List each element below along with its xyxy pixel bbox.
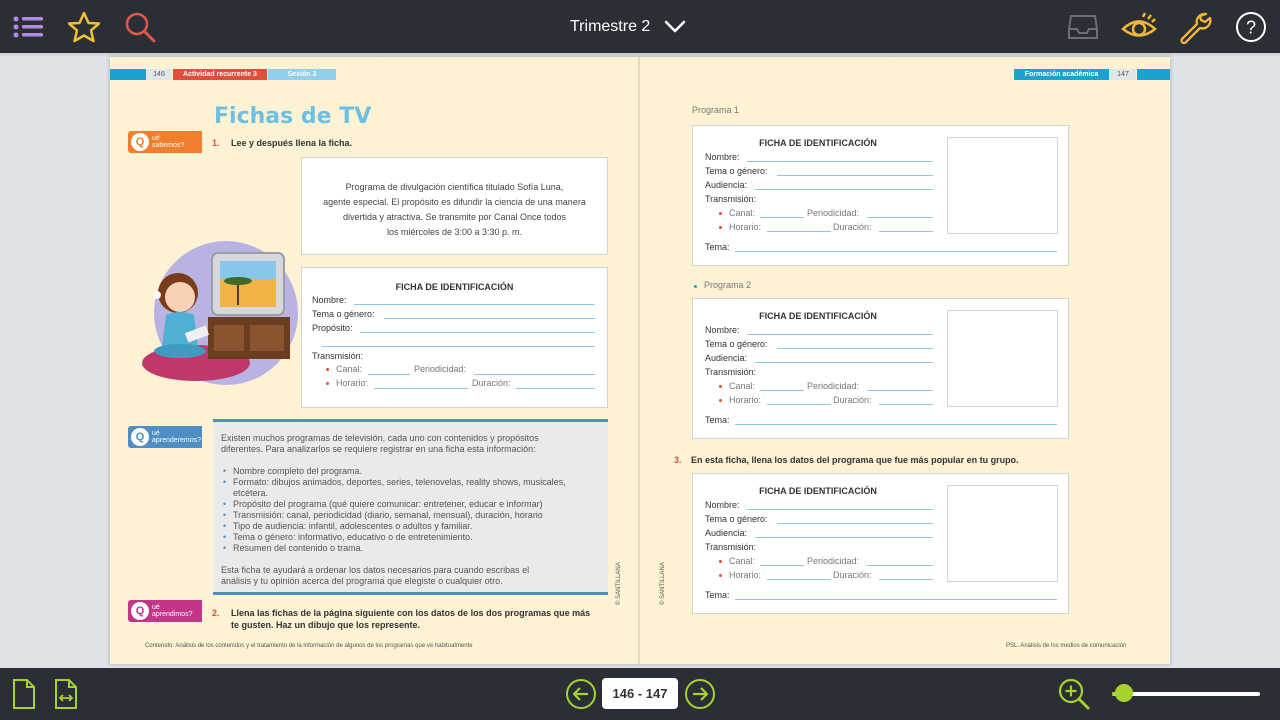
bullet [719, 226, 722, 229]
card-title: FICHA DE IDENTIFICACIÓN [759, 486, 877, 496]
nombre-label: Nombre: [705, 325, 740, 335]
book-spread [110, 57, 1170, 664]
page-146 [110, 57, 638, 664]
canal-field[interactable] [760, 565, 804, 566]
tema-field[interactable] [777, 348, 933, 349]
duracion-label: Duración: [833, 222, 872, 232]
header-strip [110, 69, 146, 80]
program-description [301, 157, 608, 255]
horario-label: Horario: [729, 570, 762, 580]
page-number: 147 [1110, 69, 1136, 80]
activity-tag: Actividad recurrente 3 [173, 69, 267, 80]
identification-card-program-1 [692, 125, 1069, 266]
inbox-icon[interactable] [1064, 8, 1102, 46]
horario-field[interactable] [767, 579, 831, 580]
info-item: • Tema o género: informativo, educativo o de entretenimiento. [233, 532, 473, 543]
badge-q: Q [131, 428, 149, 446]
menu-icon[interactable] [9, 8, 47, 46]
next-page-icon[interactable] [681, 675, 719, 713]
step-1-text: Lee y después llena la ficha. [231, 138, 353, 148]
canal-label: Canal: [729, 208, 756, 218]
tema-final-field[interactable] [735, 251, 1057, 252]
description-line: agente especial. El propósito es difundir la ciencia de una manera [323, 197, 586, 207]
tema-label: Tema o género: [705, 339, 768, 349]
badge-text-1: ué [152, 135, 160, 142]
badge-text [152, 430, 201, 444]
info-item: • Formato: dibujos animados, deportes, series, telenovelas, reality shows, musicales, [233, 477, 566, 488]
section-tag: Formación académica [1014, 69, 1109, 80]
nombre-field[interactable] [747, 509, 933, 510]
bottom-toolbar [0, 668, 1280, 720]
badge-text [152, 604, 192, 618]
fit-width-icon[interactable] [47, 675, 85, 713]
nombre-field[interactable] [747, 161, 933, 162]
identification-card-program-2 [692, 298, 1069, 439]
transmision-label: Transmisión: [705, 542, 757, 552]
horario-field[interactable] [767, 404, 831, 405]
step-1-number: 1. [212, 138, 220, 148]
info-box [213, 419, 608, 595]
audiencia-field[interactable] [755, 362, 933, 363]
copyright-right: © SANTILLANA [660, 562, 666, 605]
badge-text [152, 135, 184, 149]
trimester-title: Trimestre 2 [570, 18, 651, 35]
nombre-label: Nombre: [705, 500, 740, 510]
audiencia-label: Audiencia: [705, 528, 748, 538]
copyright-left: © SANTILLANA [616, 562, 622, 605]
tema-final-field[interactable] [735, 599, 1057, 600]
horario-field[interactable] [767, 231, 831, 232]
duracion-label: Duración: [833, 570, 872, 580]
tema-field[interactable] [777, 523, 933, 524]
nombre-field[interactable] [354, 304, 595, 305]
lesson-title: Fichas de TV [214, 104, 372, 129]
info-item: • Resumen del contenido o trama. [233, 543, 363, 554]
card-title: FICHA DE IDENTIFICACIÓN [759, 138, 877, 148]
step-2-number: 2. [212, 608, 220, 618]
what-we-will-learn-badge [128, 426, 202, 448]
bullet [719, 212, 722, 215]
info-item: • Tipo de audiencia: infantil, adolescentes o adultos y familiar. [233, 521, 472, 532]
nombre-label: Nombre: [705, 152, 740, 162]
info-item: • Transmisión: canal, periodicidad (diario, semanal, mensual), duración, horario [233, 510, 543, 521]
info-outro-1: Esta ficha te ayudará a ordenar los datos necesarios para cuando escribas el [221, 565, 530, 575]
bullet [719, 385, 722, 388]
info-item: • Propósito del programa (qué quiere comunicar: entretener, educar e informar) [233, 499, 543, 510]
duracion-label: Duración: [833, 395, 872, 405]
bullet [326, 368, 329, 371]
wrench-icon[interactable] [1176, 8, 1214, 46]
canal-field[interactable] [760, 217, 804, 218]
duracion-label: Duración: [472, 378, 511, 388]
periodicidad-field[interactable] [867, 217, 933, 218]
svg-text:?: ? [1245, 17, 1257, 38]
proposito-field-2[interactable] [322, 346, 595, 347]
badge-q: Q [131, 602, 149, 620]
bullet [719, 560, 722, 563]
description-line: los miércoles de 3:00 a 3:30 p. m. [386, 227, 523, 237]
tema-field[interactable] [384, 318, 595, 319]
tema-final-field[interactable] [735, 424, 1057, 425]
info-item: • Nombre completo del programa. [233, 466, 362, 477]
help-icon[interactable] [1232, 8, 1270, 46]
badge-text-2: aprenderemos? [152, 437, 202, 444]
step-2-line-2: te gusten. Haz un dibujo que los represente. [231, 620, 421, 630]
periodicidad-field[interactable] [867, 565, 933, 566]
periodicidad-label: Periodicidad: [807, 556, 860, 566]
canal-label: Canal: [336, 364, 363, 374]
horario-label: Horario: [729, 395, 762, 405]
badge-q: Q [131, 133, 149, 151]
step-2-line-1: Llena las fichas de la página siguiente con los datos de los dos programas que más [231, 608, 591, 618]
description-line: divertida y atractiva. Se transmite por Canal Once todos [342, 212, 567, 222]
horario-field[interactable] [374, 388, 468, 389]
drawing-box[interactable] [947, 310, 1058, 407]
badge-text-1: ué [152, 604, 160, 611]
zoom-in-icon[interactable] [1055, 675, 1093, 713]
single-page-icon[interactable] [5, 675, 43, 713]
zoom-slider-track[interactable] [1112, 692, 1260, 696]
tema-field[interactable] [777, 175, 933, 176]
tema-label: Tema o género: [705, 166, 768, 176]
drawing-box[interactable] [947, 485, 1058, 582]
tema-final-label: Tema: [705, 242, 730, 252]
card-title: FICHA DE IDENTIFICACIÓN [395, 282, 514, 292]
proposito-field[interactable] [360, 332, 595, 333]
program-2-label: Programa 2 [704, 280, 752, 290]
info-intro-2: diferentes. Para analizarlos se requiere registrar en una ficha esta información: [221, 444, 536, 454]
search-icon[interactable] [121, 8, 159, 46]
header-strip [1137, 69, 1170, 80]
page-147 [640, 57, 1170, 664]
badge-text-2: sabemos? [152, 142, 185, 149]
description-line: Programa de divulgación científica titulado Sofía Luna, [345, 182, 564, 192]
transmision-label: Transmisión: [312, 351, 364, 361]
audiencia-field[interactable] [755, 537, 933, 538]
nombre-field[interactable] [747, 334, 933, 335]
what-we-learned-badge [128, 600, 202, 622]
bullet [719, 574, 722, 577]
eye-icon[interactable] [1120, 8, 1158, 46]
audiencia-label: Audiencia: [705, 180, 748, 190]
duracion-field[interactable] [516, 388, 595, 389]
prev-page-icon[interactable] [562, 675, 600, 713]
bullet [694, 285, 697, 288]
drawing-box[interactable] [947, 137, 1058, 234]
step-3-text: En esta ficha, llena los datos del programa que fue más popular en tu grupo. [691, 455, 1019, 465]
session-tag: Sesión 3 [268, 69, 336, 80]
audiencia-label: Audiencia: [705, 353, 748, 363]
trimester-selector[interactable] [570, 12, 686, 42]
duracion-field[interactable] [879, 579, 933, 580]
periodicidad-label: Periodicidad: [807, 381, 860, 391]
badge-text-2: aprendimos? [152, 611, 193, 618]
canal-label: Canal: [729, 556, 756, 566]
horario-label: Horario: [729, 222, 762, 232]
top-toolbar [0, 0, 1280, 53]
girl-watching-tv-illustration [138, 235, 298, 385]
info-intro-1: Existen muchos programas de televisión, cada uno con contenidos y propósitos [221, 433, 539, 443]
star-icon[interactable] [65, 8, 103, 46]
info-outro-2: análisis y tu opinión acerca del programa que elegiste o cualquier otro. [221, 576, 503, 586]
duracion-field[interactable] [879, 404, 933, 405]
audiencia-field[interactable] [755, 189, 933, 190]
proposito-label: Propósito: [312, 323, 353, 333]
page-range-field[interactable]: 146 - 147 [602, 678, 678, 709]
tema-final-label: Tema: [705, 415, 730, 425]
duracion-field[interactable] [879, 231, 933, 232]
identification-card [301, 267, 608, 408]
bullet [326, 382, 329, 385]
page-footer: Contenido: Análisis de los contenidos y el tratamiento de la información de algunos de los programas que ve habitualmente [145, 643, 473, 649]
page-number: 146 [146, 69, 172, 80]
horario-label: Horario: [336, 378, 369, 388]
periodicidad-field[interactable] [867, 390, 933, 391]
periodicidad-label: Periodicidad: [414, 364, 467, 374]
tema-label: Tema o género: [312, 309, 375, 319]
identification-card-popular-program [692, 473, 1069, 614]
nombre-label: Nombre: [312, 295, 347, 305]
periodicidad-label: Periodicidad: [807, 208, 860, 218]
card-title: FICHA DE IDENTIFICACIÓN [759, 311, 877, 321]
tema-label: Tema o género: [705, 514, 768, 524]
bullet [719, 399, 722, 402]
tema-final-label: Tema: [705, 590, 730, 600]
badge-text-1: ué [152, 430, 160, 437]
canal-field[interactable] [368, 374, 410, 375]
zoom-slider-handle[interactable] [1115, 684, 1133, 702]
what-we-know-badge [128, 131, 202, 153]
canal-field[interactable] [760, 390, 804, 391]
transmision-label: Transmisión: [705, 194, 757, 204]
periodicidad-field[interactable] [474, 374, 595, 375]
canal-label: Canal: [729, 381, 756, 391]
transmision-label: Transmisión: [705, 367, 757, 377]
step-3-number: 3. [674, 455, 682, 465]
page-footer: PSL. Análisis de los medios de comunicación [1006, 643, 1127, 649]
chevron-down-icon [664, 20, 686, 34]
info-item-continuation: etcétera. [233, 488, 269, 498]
program-1-label: Programa 1 [692, 105, 740, 115]
